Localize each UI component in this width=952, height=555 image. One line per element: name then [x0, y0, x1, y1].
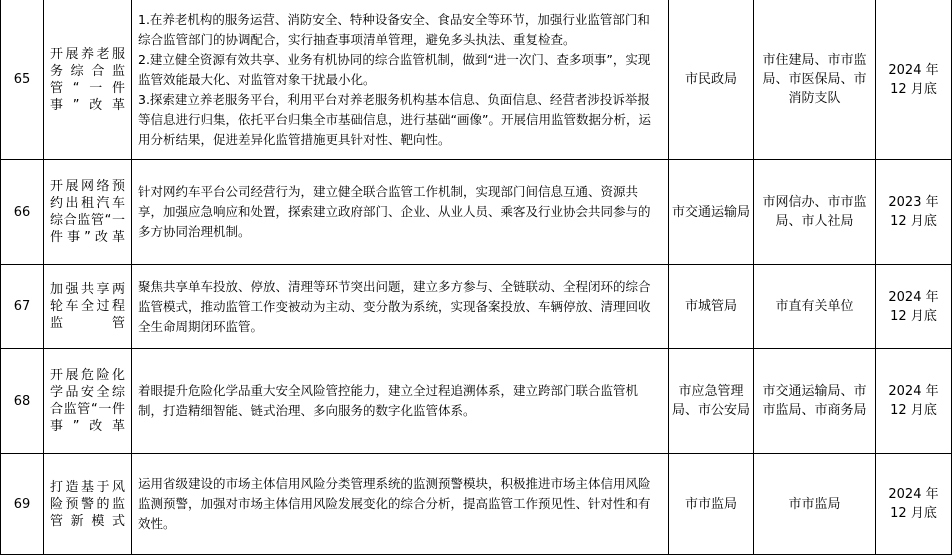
- row-number: 67: [0, 265, 44, 349]
- deadline: 2024 年 12 月底: [876, 454, 952, 555]
- row-number: 65: [0, 0, 44, 160]
- content-item: 着眼提升危险化学品重大安全风险管控能力，建立全过程追溯体系，建立跨部门联合监管机制，打造精细智能、链式治理、多向服务的数字化监管体系。: [138, 383, 639, 418]
- deadline: 2024 年 12 月底: [876, 0, 952, 160]
- lead-department: 市市监局: [669, 454, 754, 555]
- task-title: 加强共享两轮车全过程监管: [44, 265, 132, 349]
- cooperating-departments: 市直有关单位: [754, 265, 876, 349]
- task-title: 开展网络预约出租汽车综合监管“一件事”改革: [44, 160, 132, 265]
- deadline: 2023 年 12 月底: [876, 160, 952, 265]
- table-row: [0, 0, 952, 160]
- lead-department: 市应急管理局、市公安局: [669, 349, 754, 454]
- row-number: 66: [0, 160, 44, 265]
- row-number: 69: [0, 454, 44, 555]
- content-item: 聚焦共享单车投放、停放、清理等环节突出问题，建立多方参与、全链联动、全程闭环的综合监管模式，推动监管工作变被动为主动、变分散为系统，实现备案投放、车辆停放、清理回收全生命周期闭环监管。: [138, 278, 651, 334]
- lead-department: 市交通运输局: [669, 160, 754, 265]
- lead-department: 市城管局: [669, 265, 754, 349]
- task-title: 打造基于风险预警的监管新模式: [44, 454, 132, 555]
- deadline: 2024 年 12 月底: [876, 349, 952, 454]
- table-row: [0, 454, 952, 555]
- table-row: [0, 160, 952, 265]
- content-item: 3.探索建立养老服务平台，利用平台对养老服务机构基本信息、负面信息、经营者涉投诉举报等信息进行归集，依托平台归集全市基础信息，进行基础“画像”。开展信用监管数据分析，运用分析结果，促进差异化监管措施更具针对性、靶向性。: [138, 91, 651, 147]
- row-number: 68: [0, 349, 44, 454]
- table-row: [0, 265, 952, 349]
- task-content: [132, 454, 669, 555]
- content-item: 运用省级建设的市场主体信用风险分类管理系统的监测预警模块，积极推进市场主体信用风险监测预警，加强对市场主体信用风险发展变化的综合分析，提高监管工作预见性、针对性和有效性。: [138, 476, 651, 531]
- task-content: [132, 0, 669, 160]
- cooperating-departments: 市市监局: [754, 454, 876, 555]
- cooperating-departments: 市交通运输局、市市监局、市商务局: [754, 349, 876, 454]
- task-title: 开展养老服务综合监管“一件事”改革: [44, 0, 132, 160]
- task-title: 开展危险化学品安全综合监管“一件事”改革: [44, 349, 132, 454]
- lead-department: 市民政局: [669, 0, 754, 160]
- deadline: 2024 年 12 月底: [876, 265, 952, 349]
- content-item: 针对网约车平台公司经营行为，建立健全联合监管工作机制，实现部门间信息互通、资源共享，加强应急响应和处置，探索建立政府部门、企业、从业人员、乘客及行业协会共同参与的多方协同治理机制。: [138, 184, 651, 239]
- cooperating-departments: 市网信办、市市监局、市人社局: [754, 160, 876, 265]
- task-content: [132, 265, 669, 349]
- task-content: [132, 349, 669, 454]
- table-row: [0, 349, 952, 454]
- task-content: [132, 160, 669, 265]
- cooperating-departments: 市住建局、市市监局、市医保局、市消防支队: [754, 0, 876, 160]
- content-item: 2.建立健全资源有效共享、业务有机协同的综合监管机制，做到“进一次门、查多项事”，实现监管效能最大化、对监管对象干扰最小化。: [138, 51, 651, 87]
- content-item: 1.在养老机构的服务运营、消防安全、特种设备安全、食品安全等环节，加强行业监管部门和综合监管部门的协调配合，实行抽查事项清单管理，避免多头执法、重复检查。: [138, 11, 650, 47]
